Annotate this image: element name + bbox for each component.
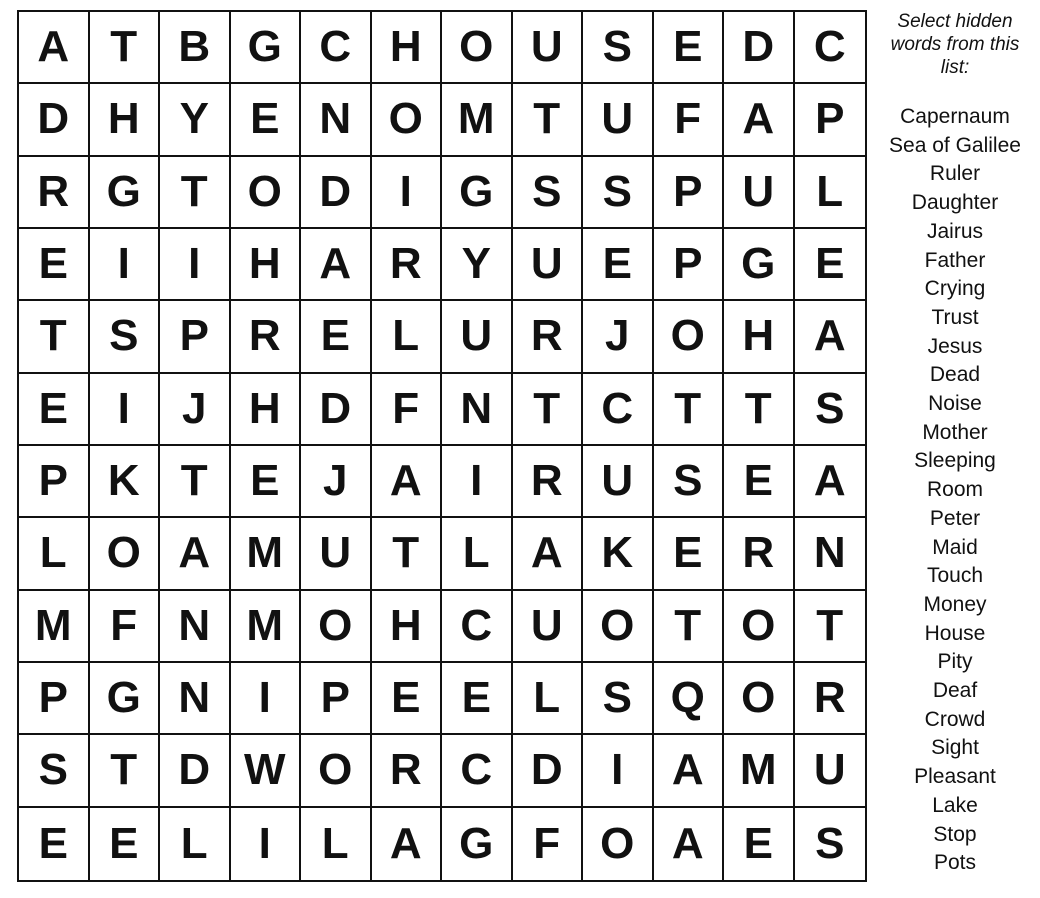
letter-cell[interactable]: F [372,374,443,446]
letter-cell[interactable]: E [231,84,302,156]
word-list-item: Ruler [929,162,981,186]
letter-cell[interactable]: T [90,735,161,807]
word-list-item: Room [926,478,984,502]
letter-cell[interactable]: G [231,12,302,84]
letter-cell[interactable]: R [19,157,90,229]
word-list-item: Stop [933,822,977,846]
letter-cell[interactable]: T [724,374,795,446]
letter-cell[interactable]: U [513,12,584,84]
letter-cell[interactable]: A [372,446,443,518]
letter-cell[interactable]: A [654,808,725,880]
letter-cell[interactable]: N [160,663,231,735]
letter-cell[interactable]: T [654,374,725,446]
word-list-item: Jairus [926,219,984,243]
word-list [872,103,1038,878]
letter-cell[interactable]: E [724,446,795,518]
letter-cell[interactable]: P [19,663,90,735]
letter-cell[interactable]: E [654,12,725,84]
letter-cell[interactable]: L [513,663,584,735]
letter-cell[interactable]: U [795,735,866,807]
letter-cell[interactable]: O [231,157,302,229]
letter-cell[interactable]: L [19,518,90,590]
letter-cell[interactable]: M [231,591,302,663]
letter-cell[interactable]: E [654,518,725,590]
letter-cell[interactable]: N [442,374,513,446]
word-list-item: Money [923,592,987,616]
letter-cell[interactable]: P [301,663,372,735]
letter-cell[interactable]: A [654,735,725,807]
letter-cell[interactable]: G [442,157,513,229]
letter-cell[interactable]: A [795,446,866,518]
letter-cell[interactable]: J [301,446,372,518]
word-list-item: Sleeping [914,449,996,473]
letter-cell[interactable]: S [654,446,725,518]
letter-cell[interactable]: T [160,157,231,229]
word-list-item: Crying [924,277,986,301]
letter-cell[interactable]: L [795,157,866,229]
letter-cell[interactable]: I [160,229,231,301]
letter-cell[interactable]: P [160,301,231,373]
letter-cell[interactable]: E [90,808,161,880]
letter-cell[interactable]: L [160,808,231,880]
letter-cell[interactable]: P [654,157,725,229]
letter-cell[interactable]: U [442,301,513,373]
letter-cell[interactable]: U [724,157,795,229]
letter-cell[interactable]: O [301,591,372,663]
letter-cell[interactable]: E [442,663,513,735]
letter-cell[interactable]: S [583,157,654,229]
letter-cell[interactable]: P [654,229,725,301]
letter-cell[interactable]: N [301,84,372,156]
letter-cell[interactable]: T [19,301,90,373]
letter-cell[interactable]: D [19,84,90,156]
letter-cell[interactable]: T [160,446,231,518]
letter-cell[interactable]: I [231,808,302,880]
letter-cell[interactable]: M [231,518,302,590]
letter-cell[interactable]: C [583,374,654,446]
letter-cell[interactable]: E [583,229,654,301]
letter-cell[interactable]: N [160,591,231,663]
letter-cell[interactable]: F [654,84,725,156]
letter-cell[interactable]: U [513,229,584,301]
letter-cell[interactable]: O [90,518,161,590]
letter-cell[interactable]: R [372,735,443,807]
letter-cell[interactable]: Y [442,229,513,301]
letter-cell[interactable]: F [513,808,584,880]
letter-cell[interactable]: A [724,84,795,156]
letter-cell[interactable]: R [231,301,302,373]
letter-cell[interactable]: T [654,591,725,663]
letter-cell[interactable]: I [90,229,161,301]
letter-cell[interactable]: H [231,374,302,446]
letter-cell[interactable]: A [372,808,443,880]
letter-cell[interactable]: E [795,229,866,301]
letter-cell[interactable]: E [19,229,90,301]
letter-cell[interactable]: O [654,301,725,373]
letter-grid [17,10,867,882]
letter-cell[interactable]: O [372,84,443,156]
letter-cell[interactable]: S [583,12,654,84]
letter-cell[interactable]: E [231,446,302,518]
letter-cell[interactable]: H [372,591,443,663]
word-list-item: Pity [937,650,973,674]
letter-cell[interactable]: S [815,818,845,868]
letter-cell[interactable]: E [724,808,795,880]
letter-cell[interactable]: U [583,84,654,156]
word-list-item: Mother [922,420,988,444]
letter-cell[interactable]: T [372,518,443,590]
letter-cell[interactable]: D [513,735,584,807]
word-list-item: Sea of Galilee [889,133,1021,157]
letter-cell[interactable]: E [301,301,372,373]
letter-cell[interactable]: A [160,518,231,590]
word-list-item: Peter [929,506,981,530]
word-list-item: Trust [931,305,979,329]
word-list-item: Crowd [924,707,986,731]
letter-cell[interactable]: E [19,374,90,446]
letter-cell[interactable]: A [513,518,584,590]
word-list-item: House [924,621,986,645]
letter-cell[interactable]: P [19,446,90,518]
letter-cell[interactable]: C [442,591,513,663]
letter-cell[interactable]: I [231,663,302,735]
letter-cell[interactable]: M [442,84,513,156]
word-list-item: Pots [933,851,977,875]
letter-cell[interactable]: S [90,301,161,373]
letter-cell[interactable]: J [160,374,231,446]
letter-cell[interactable]: A [301,229,372,301]
letter-cell[interactable]: D [724,12,795,84]
letter-cell[interactable]: G [442,808,513,880]
letter-cell[interactable]: H [90,84,161,156]
letter-cell[interactable]: M [19,591,90,663]
letter-cell[interactable]: Q [654,663,725,735]
letter-cell[interactable]: N [795,518,866,590]
letter-cell[interactable]: D [160,735,231,807]
letter-cell[interactable]: B [160,12,231,84]
letter-cell[interactable]: F [90,591,161,663]
letter-cell[interactable]: O [583,591,654,663]
word-list-item: Pleasant [914,765,996,789]
letter-cell[interactable]: H [724,301,795,373]
letter-cell[interactable]: G [90,663,161,735]
letter-cell[interactable]: C [442,735,513,807]
letter-cell[interactable]: H [372,12,443,84]
letter-cell[interactable]: C [301,12,372,84]
letter-cell[interactable]: O [583,808,654,880]
letter-cell[interactable]: K [583,518,654,590]
letter-cell[interactable]: A [795,301,866,373]
letter-cell[interactable]: U [583,446,654,518]
letter-cell[interactable]: R [513,446,584,518]
letter-cell[interactable]: C [795,12,866,84]
word-list-item: Dead [929,363,981,387]
letter-cell[interactable]: R [724,518,795,590]
word-list-item: Lake [932,793,978,817]
word-list-item: Noise [928,392,982,416]
letter-cell[interactable]: S [19,735,90,807]
letter-cell[interactable]: D [301,157,372,229]
word-list-item: Father [924,248,986,272]
letter-cell[interactable]: T [513,374,584,446]
letter-cell[interactable]: W [231,735,302,807]
word-list-item: Daughter [911,191,999,215]
letter-cell[interactable]: O [724,591,795,663]
letter-cell[interactable]: I [583,735,654,807]
letter-cell[interactable]: K [90,446,161,518]
letter-cell[interactable]: H [231,229,302,301]
letter-cell[interactable]: U [513,591,584,663]
letter-cell[interactable]: Y [160,84,231,156]
word-list-item: Deaf [932,679,978,703]
letter-cell[interactable]: T [90,12,161,84]
word-list-item: Capernaum [900,105,1010,128]
letter-cell[interactable]: I [372,157,443,229]
letter-cell[interactable]: A [19,12,90,84]
letter-cell[interactable]: G [90,157,161,229]
letter-cell[interactable]: L [372,301,443,373]
letter-cell[interactable]: P [795,84,866,156]
letter-cell[interactable]: R [795,663,866,735]
letter-cell[interactable]: G [724,229,795,301]
letter-cell[interactable]: L [301,808,372,880]
word-list-item: Maid [932,535,978,559]
letter-cell[interactable]: T [795,591,866,663]
letter-cell[interactable]: E [372,663,443,735]
letter-cell[interactable]: I [90,374,161,446]
letter-cell[interactable]: O [442,12,513,84]
word-list-item: Jesus [927,334,983,358]
letter-cell[interactable]: E [19,808,90,880]
letter-cell[interactable]: S [583,663,654,735]
word-list-panel [872,10,1038,878]
word-list-item: Touch [926,564,984,588]
word-list-item: Sight [931,736,979,760]
letter-cell[interactable]: J [583,301,654,373]
letter-cell[interactable]: T [513,84,584,156]
letter-cell[interactable]: O [724,663,795,735]
letter-cell[interactable]: L [442,518,513,590]
letter-cell[interactable]: D [301,374,372,446]
letter-cell[interactable]: U [301,518,372,590]
letter-cell[interactable]: S [513,157,584,229]
instruction-text: Select hidden words from this list: [890,11,1020,78]
letter-cell[interactable]: I [442,446,513,518]
letter-cell[interactable]: R [513,301,584,373]
letter-cell[interactable]: S [795,374,866,446]
letter-cell[interactable]: R [372,229,443,301]
letter-cell[interactable]: M [724,735,795,807]
letter-cell[interactable]: O [301,735,372,807]
